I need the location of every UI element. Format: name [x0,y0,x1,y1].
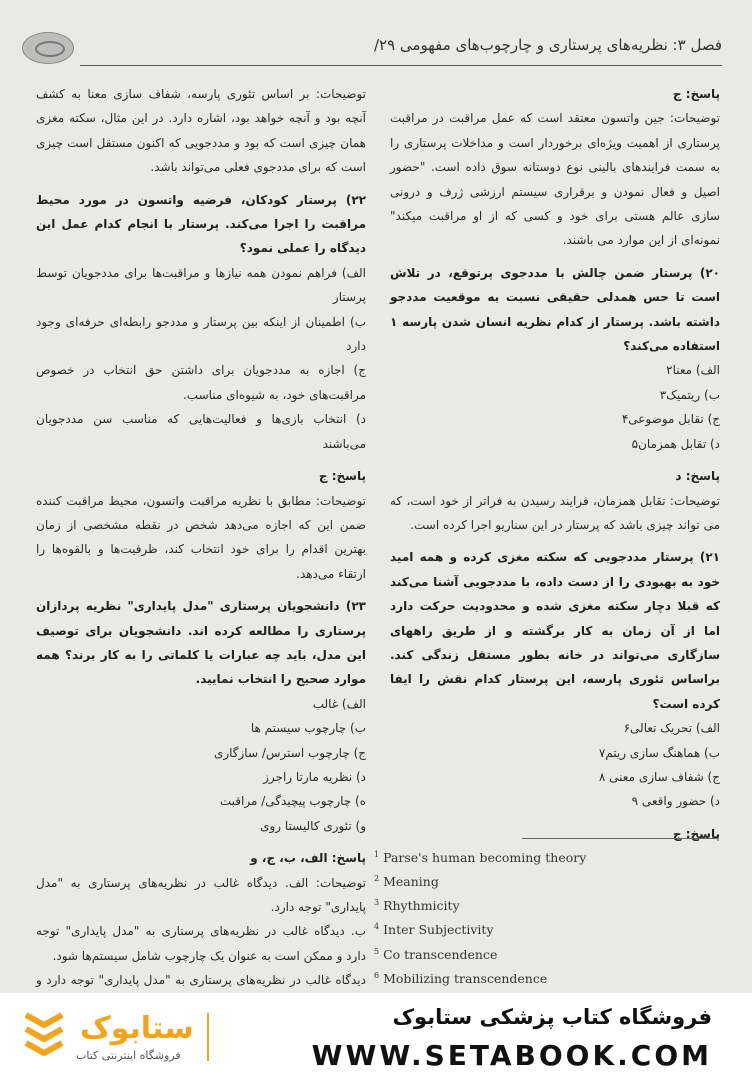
q23-answer: پاسخ: الف، ب، ج، و [250,851,366,866]
store-banner [0,993,752,1080]
q23-explanation-line: دیدگاه غالب در نظریه‌های پرستاری به "مدل پایداری" توجه دارد و [36,973,366,988]
footnote-item: $^1$ Parse's human becoming theory [374,850,587,866]
q22-question: ۲۲) پرستار کودکان، فرضیه واتسون در مورد محیط مراقبت را اجرا می‌کند. پرستار با انجام کدام عمل این دیدگاه را عملی نمود؟ [36,192,366,256]
footnote-item: $^3$ Rhythmicity [374,898,460,914]
q23-explanation-line: ب. دیدگاه غالب در نظریه‌های پرستاری به "مدل پایداری" توجه دارد و ممکن است به عنوان یک چارچوب شامل سیستم‌ها شود. [36,924,366,963]
q21-question: ۲۱) پرستار مددجویی که سکته مغزی کرده و همه امید خود به بهبودی را از دست داده، با مددجویی آشنا می‌کند که قبلا دچار سکته مغزی شده و محدودیت حرکت دارد اما از آن زمان به کار برگشته و از طریق راههای سازگاری می‌تواند در خانه بطور مستقل زندگی کند. براساس تئوری پارسه، این پرستار کدام نقش را ایفا کرده است؟ [390,550,720,711]
footnote-item: $^5$ Co transcendence [374,946,498,962]
q20-option: الف) معنا۲ [666,363,720,378]
q20-explanation: توضیحات: تقابل همزمان، فرایند رسیدن به فراتر از خود است، که می تواند چیزی باشد که پرستار در این سناریو اجرا کرده است. [390,493,720,532]
q22-option: د) انتخاب بازی‌ها و فعالیت‌هایی که مناسب سن مددجویان می‌باشند [36,412,366,451]
footnote-item: $^2$ Meaning [374,874,439,890]
q20-option: د) تقابل همزمان۵ [631,436,720,451]
q22-option: ب) اطمینان از اینکه بین پرستار و مددجو رابطه‌ای حرفه‌ای وجود دارد [36,314,366,354]
q21-answer: پاسخ: ج [672,826,720,841]
book-stack-icon [22,1009,66,1063]
q21-option: ج) شفاف سازی معنی ۸ [598,769,720,784]
page-header [22,30,722,66]
brand-tagline: فروشگاه اینترنتی کتاب [76,1049,181,1062]
q22-option: ج) اجازه به مددجویان برای داشتن حق انتخاب در خصوص مراقبت‌های خود، به شیوه‌ای مناسب. [36,363,366,402]
q21-explanation: توضیحات: بر اساس تئوری پارسه، شفاف سازی معنا به کشف آنچه بود و آنچه خواهد بود، اشاره دارد. در این مثال، سکته مغزی همان چیزی است که بود و مددجویی که اکنون مستقل است چیزی است که برای مددجوی فعلی می‌تواند باشد. [36,87,366,175]
q20-answer: پاسخ: د [675,469,720,484]
q23-option: و) تئوری کالیستا روی [260,818,366,833]
footnotes [374,844,714,993]
q21-option: د) حضور واقعی ۹ [631,794,720,809]
q20-question: ۲۰) پرستار ضمن چالش با مددجوی پرتوقع، در تلاش است تا حس همدلی حقیقی نسبت به موقعیت مددجو داشته باشد. پرستار از کدام نظریه انسان شدن پارسه ۱ استفاده می‌کند؟ [390,265,720,354]
header-rule [80,65,722,66]
q23-question: ۲۳) دانشجویان پرستاری "مدل پایداری" نظریه پردازان پرستاری را مطالعه کرده اند. دانشجویان برای توصیف این مدل، باید چه عبارات یا کلماتی را به کار برند؟ همه موارد صحیح را انتخاب نمایید. [36,599,366,687]
chapter-logo-icon [22,32,74,64]
q20-option: ب) ریتمیک۳ [659,387,720,402]
q23-option: د) نظریه مارتا راجرز [263,769,366,784]
footnote-rule [522,838,718,839]
q22-explanation: توضیحات: مطابق با نظریه مراقبت واتسون، محیط مراقبت کننده ضمن این که اجازه می‌دهد شخص در نقطه مشخصی از زمان بهترین اقدام را برای خود انتخاب کند، ظرفیت‌ها و بالقوه‌ها را ارتقاء می‌دهد. [36,493,366,581]
setabook-logo[interactable] [22,1009,194,1065]
banner-divider [207,1013,209,1061]
q23-explanation-line: توضیحات: الف. دیدگاه غالب در نظریه‌های پرستاری به "مدل پایداری" توجه دارد. [36,875,366,914]
q23-option: ب) چارچوب سیستم ها [250,721,366,736]
q21-option: ب) هماهنگ سازی ریتم۷ [598,745,720,760]
q22-answer: پاسخ: ج [318,469,366,484]
footnote-item: $^6$ Mobilizing transcendence [374,970,548,986]
q19-explanation: توضیحات: جین واتسون معتقد است که عمل مراقبت در مراقبت پرستاری از اهمیت ویژه‌ای برخوردار است و مداخلات پرستاری را به سمت فرایندهای بالینی نوع دوستانه سوق داده است. "حضور اصیل و فعال نمودن و برقراری سیستم ارزشی ژرف و درونی سازی عالم هستی برای خود و کسی که از او مراقبت میکند" نمونه‌ای از این موارد می باشند. [390,111,720,248]
q23-option: الف) غالب [312,696,366,711]
brand-logo-text: ستابوک [80,1011,194,1046]
shop-name: فروشگاه کتاب پزشکی ستابوک [392,1005,712,1029]
q19-answer: پاسخ: ج [672,87,720,101]
shop-url-link[interactable]: WWW.SETABOOK.COM [311,1039,712,1072]
left-column [36,82,366,993]
right-column [390,82,720,846]
q22-option: الف) فراهم نمودن همه نیازها و مراقبت‌ها برای مددجویان توسط پرستار [36,265,366,305]
q23-option: ه) چارچوب پیچیدگی/ مراقبت [219,794,366,809]
q23-option: ج) چارچوب استرس/ سازگاری [213,745,366,760]
q20-option: ج) تقابل موضوعی۴ [621,412,720,427]
footnote-item: $^4$ Inter Subjectivity [374,922,494,938]
q21-option: الف) تحریک تعالی۶ [623,721,720,736]
chapter-title: فصل ۳: نظریه‌های پرستاری و چارچوب‌های مفهومی ۲۹/ [373,36,722,54]
